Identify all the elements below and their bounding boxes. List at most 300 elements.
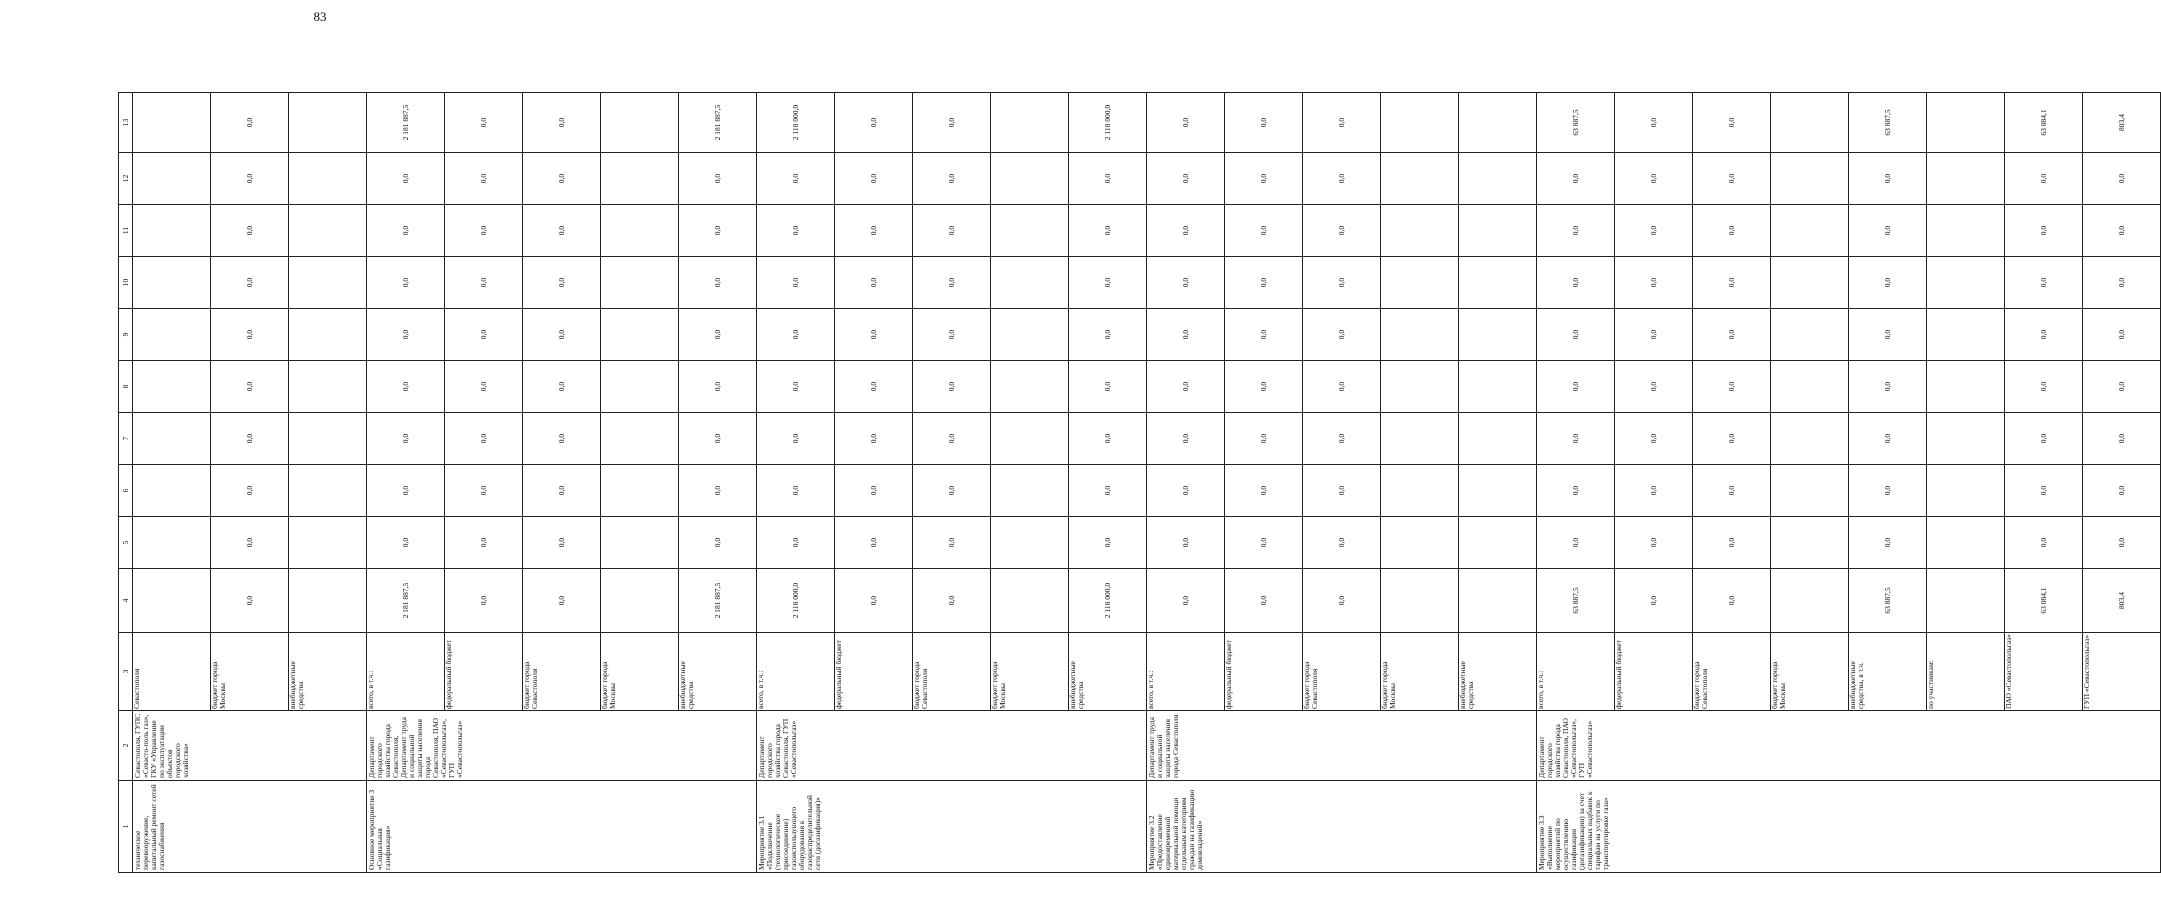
value-line: [289, 205, 366, 256]
value-line: [1927, 361, 2005, 412]
value-line: 0,0: [913, 205, 991, 256]
value-line: [1771, 257, 1849, 308]
value-line: [1927, 465, 2005, 516]
executor-cell: Департамент городского хозяйства города Севастополя, ПАО «Севастопольгаз», ГУП «Севастопольгаз»: [1537, 711, 2161, 781]
value-cell: [1537, 153, 2161, 205]
value-line: 0,0: [1693, 361, 1771, 412]
value-line: 0,0: [713, 225, 722, 236]
value-line: 0,0: [1615, 93, 1693, 152]
value-line: 0,0: [1147, 309, 1225, 360]
value-line: [1771, 153, 1849, 204]
column-header: 9: [119, 309, 133, 361]
value-cell: [757, 309, 1147, 361]
value-cell: [133, 309, 367, 361]
value-cell: [757, 257, 1147, 309]
source-label: всего, в т.ч.:: [757, 633, 835, 710]
value-line: 0,0: [1537, 257, 1615, 308]
value-cell: [1147, 153, 1537, 205]
value-line: 0,0: [1103, 485, 1112, 496]
value-line: 0,0: [1103, 329, 1112, 340]
value-line: 63 887,5: [1537, 569, 1615, 632]
source-label: бюджет города Севастополя: [523, 633, 601, 710]
value-line: 0,0: [1103, 225, 1112, 236]
value-line: 0,0: [835, 569, 913, 632]
value-line: [133, 361, 211, 412]
value-line: 0,0: [1303, 569, 1381, 632]
value-line: 803,4: [2117, 114, 2126, 131]
value-line: [1459, 257, 1536, 308]
value-line: 0,0: [211, 93, 289, 152]
column-header: 2: [119, 711, 133, 781]
value-cell: [133, 361, 367, 413]
value-line: 0,0: [1693, 465, 1771, 516]
value-line: 0,0: [2117, 485, 2126, 496]
value-line: 0,0: [1849, 205, 1927, 256]
value-line: 0,0: [913, 361, 991, 412]
value-line: [991, 413, 1069, 464]
value-cell: [133, 93, 367, 153]
value-line: 0,0: [445, 413, 523, 464]
measure-name-cell: Основное мероприятие 3 «Социальная газификация»: [367, 781, 757, 873]
table-row: [133, 93, 367, 873]
measure-name-cell: Мероприятие 3.3 «Выполнение мероприятий по осуществлению газификации (догазификации) за счет специальных надбавок к тарифам на услуги по транспортировке газа»: [1537, 781, 2161, 873]
value-line: 0,0: [1103, 381, 1112, 392]
value-line: 0,0: [913, 465, 991, 516]
value-cell: [367, 361, 757, 413]
value-line: [1459, 153, 1536, 204]
value-line: 0,0: [1537, 153, 1615, 204]
source-cell: [1147, 633, 1537, 711]
column-header: 10: [119, 257, 133, 309]
value-cell: [757, 153, 1147, 205]
value-line: 0,0: [1615, 465, 1693, 516]
value-line: [289, 153, 366, 204]
value-line: 0,0: [1615, 517, 1693, 568]
value-line: [1381, 569, 1459, 632]
value-line: 0,0: [2117, 225, 2126, 236]
value-line: 0,0: [445, 517, 523, 568]
value-line: 2 118 000,0: [1103, 104, 1112, 141]
value-line: [1459, 93, 1536, 152]
value-cell: [1537, 309, 2161, 361]
source-label: внебюджетные средства: [288, 661, 305, 709]
value-cell: [367, 569, 757, 633]
value-line: 0,0: [835, 93, 913, 152]
value-line: 0,0: [2117, 329, 2126, 340]
value-line: 0,0: [835, 309, 913, 360]
column-header: 5: [119, 517, 133, 569]
value-line: 0,0: [1303, 517, 1381, 568]
value-line: 0,0: [1225, 569, 1303, 632]
source-label: бюджет города Москвы: [211, 633, 289, 710]
column-header: 4: [119, 569, 133, 633]
value-line: 0,0: [211, 569, 289, 632]
value-line: 2 181 887,5: [367, 93, 445, 152]
value-line: 0,0: [1693, 205, 1771, 256]
source-label: внебюджетные средства: [678, 661, 695, 709]
value-line: 0,0: [1147, 465, 1225, 516]
value-line: 0,0: [835, 153, 913, 204]
value-line: 0,0: [523, 257, 601, 308]
value-line: 0,0: [757, 309, 835, 360]
value-line: 0,0: [757, 153, 835, 204]
value-cell: [1147, 413, 1537, 465]
value-line: 0,0: [757, 361, 835, 412]
source-label: внебюджетные средства, в т.ч.: [1849, 633, 1927, 710]
source-label: всего, в т.ч.:: [1537, 633, 1615, 710]
value-line: 0,0: [1537, 517, 1615, 568]
value-cell: [757, 205, 1147, 257]
value-line: 2 181 887,5: [713, 582, 722, 619]
value-line: [991, 93, 1069, 152]
value-line: 63 887,5: [1849, 569, 1927, 632]
value-line: 0,0: [835, 465, 913, 516]
source-cell: [133, 633, 367, 711]
value-line: 0,0: [835, 205, 913, 256]
source-label: внебюджетные средства: [1458, 661, 1475, 709]
value-line: 0,0: [757, 205, 835, 256]
value-line: 0,0: [835, 413, 913, 464]
source-label: всего, в т.ч.:: [1147, 633, 1225, 710]
value-line: [133, 517, 211, 568]
value-line: 0,0: [445, 465, 523, 516]
value-line: 0,0: [1615, 153, 1693, 204]
value-line: [289, 93, 366, 152]
value-line: 0,0: [1693, 309, 1771, 360]
value-cell: [367, 205, 757, 257]
column-header: 11: [119, 205, 133, 257]
source-label: бюджет города Москвы: [1381, 633, 1459, 710]
value-line: [1459, 309, 1536, 360]
value-cell: [1537, 361, 2161, 413]
value-line: 0,0: [835, 517, 913, 568]
value-line: [1381, 153, 1459, 204]
value-cell: [1147, 465, 1537, 517]
table-row: [1147, 93, 1537, 873]
value-line: 0,0: [1147, 517, 1225, 568]
value-line: 0,0: [757, 465, 835, 516]
value-line: 0,0: [757, 257, 835, 308]
value-line: 0,0: [713, 485, 722, 496]
value-line: [1381, 257, 1459, 308]
source-label: бюджет города Севастополя: [1303, 633, 1381, 710]
value-line: 0,0: [523, 205, 601, 256]
executor-cell: Департамент труда и социальной защиты населения города Севастополя: [1147, 711, 1537, 781]
value-line: 0,0: [1693, 569, 1771, 632]
value-line: [601, 569, 679, 632]
table-row: [1537, 93, 2161, 873]
value-line: 0,0: [2117, 277, 2126, 288]
value-line: [133, 153, 211, 204]
value-line: [991, 569, 1069, 632]
value-line: [1459, 569, 1536, 632]
value-line: [601, 205, 679, 256]
value-cell: [133, 205, 367, 257]
value-line: [1459, 517, 1536, 568]
value-line: 0,0: [1849, 257, 1927, 308]
value-line: 0,0: [523, 361, 601, 412]
value-line: [601, 153, 679, 204]
column-header: 13: [119, 93, 133, 153]
value-line: 0,0: [211, 413, 289, 464]
value-line: 0,0: [1537, 205, 1615, 256]
source-label: бюджет города Севастополя: [913, 633, 991, 710]
measure-name-cell: Мероприятие 3.1 «Подключение (технологическое присоединение) газоиспользующего оборудования к газораспределительной сети (догазификация)»: [757, 781, 1147, 873]
value-line: [991, 309, 1069, 360]
value-line: 0,0: [2005, 309, 2083, 360]
value-line: 0,0: [445, 569, 523, 632]
value-cell: [367, 465, 757, 517]
table-row: [367, 93, 757, 873]
value-cell: [1147, 93, 1537, 153]
value-line: [1927, 517, 2005, 568]
value-line: 0,0: [1225, 309, 1303, 360]
source-cell: [367, 633, 757, 711]
value-line: 63 084,1: [2005, 93, 2083, 152]
value-cell: [1537, 569, 2161, 633]
value-line: 0,0: [211, 309, 289, 360]
value-cell: [367, 153, 757, 205]
value-line: [991, 257, 1069, 308]
value-line: 0,0: [445, 361, 523, 412]
value-line: 0,0: [211, 257, 289, 308]
value-line: 0,0: [1147, 257, 1225, 308]
executor-cell: Департамент городского хозяйства города Севастополя, Департамент труда и социальной защиты населения города Севастополя, ПАО «Севастопольгаз», ГУП «Севастопольгаз»: [367, 711, 757, 781]
value-cell: [1537, 257, 2161, 309]
value-line: 0,0: [211, 361, 289, 412]
value-line: 0,0: [713, 329, 722, 340]
value-line: [991, 517, 1069, 568]
value-line: 0,0: [1615, 309, 1693, 360]
value-line: [601, 517, 679, 568]
value-line: 0,0: [2005, 205, 2083, 256]
value-line: 2 181 887,5: [713, 104, 722, 141]
value-line: 0,0: [913, 517, 991, 568]
value-cell: [1147, 517, 1537, 569]
value-line: 0,0: [1693, 413, 1771, 464]
value-line: 0,0: [1849, 361, 1927, 412]
value-cell: [133, 153, 367, 205]
column-header: 12: [119, 153, 133, 205]
value-line: 0,0: [367, 413, 445, 464]
value-line: 0,0: [1303, 413, 1381, 464]
value-line: [133, 413, 211, 464]
value-cell: [757, 465, 1147, 517]
source-label: бюджет города Москвы: [1771, 633, 1849, 710]
value-cell: [367, 413, 757, 465]
executor-cell: Департамент городского хозяйства города Севастополя, ГУП «Севастопольгаз»: [757, 711, 1147, 781]
value-line: [1459, 413, 1536, 464]
value-line: 0,0: [1849, 413, 1927, 464]
value-line: 0,0: [1147, 93, 1225, 152]
value-line: 63 887,5: [1537, 93, 1615, 152]
value-line: 0,0: [1537, 465, 1615, 516]
value-line: [601, 361, 679, 412]
value-line: [1771, 361, 1849, 412]
value-line: 0,0: [2005, 361, 2083, 412]
value-line: 0,0: [2005, 257, 2083, 308]
value-cell: [757, 413, 1147, 465]
value-line: [133, 257, 211, 308]
value-line: [1459, 465, 1536, 516]
value-line: 0,0: [1693, 517, 1771, 568]
value-line: [1927, 309, 2005, 360]
value-line: 0,0: [445, 93, 523, 152]
value-line: 0,0: [1693, 257, 1771, 308]
value-line: 0,0: [523, 309, 601, 360]
value-line: 2 181 887,5: [367, 569, 445, 632]
value-line: 0,0: [211, 205, 289, 256]
value-line: 0,0: [367, 465, 445, 516]
value-line: 0,0: [1147, 153, 1225, 204]
value-cell: [1147, 569, 1537, 633]
column-header: 6: [119, 465, 133, 517]
value-line: 0,0: [713, 173, 722, 184]
source-label: ПАО «Севастопольгаз»: [2005, 633, 2083, 710]
value-line: 0,0: [1849, 309, 1927, 360]
value-line: 0,0: [1225, 205, 1303, 256]
value-line: 0,0: [523, 93, 601, 152]
column-header: 8: [119, 361, 133, 413]
value-cell: [1147, 257, 1537, 309]
value-line: [289, 517, 366, 568]
rotated-table-container: [118, 93, 2126, 873]
value-line: 0,0: [1303, 205, 1381, 256]
value-cell: [133, 569, 367, 633]
value-line: 0,0: [1537, 413, 1615, 464]
value-line: 0,0: [367, 257, 445, 308]
value-line: 0,0: [913, 153, 991, 204]
value-line: [1927, 93, 2005, 152]
value-line: 0,0: [913, 413, 991, 464]
measure-name-cell: Мероприятие 3.2 «Предоставление единовременной материальной помощи отдельным категориям граждан на газификацию домовладений»: [1147, 781, 1537, 873]
value-line: [289, 257, 366, 308]
value-line: [1381, 517, 1459, 568]
value-line: 0,0: [1147, 205, 1225, 256]
value-line: [601, 465, 679, 516]
value-line: 0,0: [1303, 257, 1381, 308]
value-line: 0,0: [523, 569, 601, 632]
value-line: 0,0: [523, 465, 601, 516]
page-number: 83: [313, 9, 327, 24]
source-cell: [1537, 633, 2161, 711]
value-cell: [133, 413, 367, 465]
value-line: 0,0: [913, 257, 991, 308]
value-line: 0,0: [913, 309, 991, 360]
value-line: 0,0: [211, 465, 289, 516]
value-cell: [757, 93, 1147, 153]
value-line: 0,0: [1693, 93, 1771, 152]
value-line: 0,0: [523, 517, 601, 568]
value-line: 0,0: [1303, 93, 1381, 152]
value-cell: [367, 257, 757, 309]
value-line: 0,0: [1103, 433, 1112, 444]
value-cell: [367, 93, 757, 153]
value-line: 0,0: [445, 205, 523, 256]
value-line: 0,0: [1537, 361, 1615, 412]
value-line: 0,0: [1225, 153, 1303, 204]
value-line: [1381, 205, 1459, 256]
value-line: 0,0: [523, 153, 601, 204]
source-label: ГУП «Севастопольгаз»: [2082, 634, 2091, 709]
value-cell: [1147, 361, 1537, 413]
value-line: 0,0: [2117, 537, 2126, 548]
value-line: 0,0: [367, 517, 445, 568]
value-line: 0,0: [1225, 517, 1303, 568]
measure-name-cell: техническое перевооружение, капитальный ремонт сетей газоснабжения: [133, 781, 367, 873]
value-line: [1381, 309, 1459, 360]
value-line: [289, 309, 366, 360]
value-line: 0,0: [1849, 153, 1927, 204]
value-line: 0,0: [2005, 413, 2083, 464]
value-line: 0,0: [713, 537, 722, 548]
value-line: 803,4: [2117, 592, 2126, 609]
value-line: 0,0: [1303, 153, 1381, 204]
value-line: [1459, 205, 1536, 256]
value-line: [133, 309, 211, 360]
value-line: [289, 413, 366, 464]
value-line: [1381, 361, 1459, 412]
value-line: [1927, 153, 2005, 204]
value-line: [289, 569, 366, 632]
value-line: [1381, 413, 1459, 464]
value-line: 0,0: [1225, 257, 1303, 308]
value-line: 0,0: [1147, 569, 1225, 632]
value-line: 0,0: [1225, 93, 1303, 152]
column-header: 1: [119, 781, 133, 873]
value-line: 0,0: [757, 517, 835, 568]
value-line: 0,0: [1225, 361, 1303, 412]
source-label: по участникам:: [1927, 633, 2005, 710]
value-line: 0,0: [835, 361, 913, 412]
value-line: [133, 465, 211, 516]
value-line: [1381, 93, 1459, 152]
value-line: 63 084,1: [2005, 569, 2083, 632]
value-line: 0,0: [367, 361, 445, 412]
source-label: федеральный бюджет: [1225, 633, 1303, 710]
value-line: 0,0: [713, 433, 722, 444]
value-line: 0,0: [2117, 173, 2126, 184]
value-line: 0,0: [2117, 433, 2126, 444]
value-line: 0,0: [1693, 153, 1771, 204]
value-line: 0,0: [1615, 569, 1693, 632]
value-line: [1771, 465, 1849, 516]
value-line: [601, 413, 679, 464]
value-line: [991, 205, 1069, 256]
value-line: 0,0: [1303, 361, 1381, 412]
value-cell: [757, 361, 1147, 413]
value-line: 0,0: [367, 309, 445, 360]
value-line: 0,0: [1147, 413, 1225, 464]
value-line: 0,0: [1615, 205, 1693, 256]
value-line: 0,0: [913, 93, 991, 152]
value-cell: [133, 257, 367, 309]
value-cell: [1537, 517, 2161, 569]
value-line: 0,0: [1103, 537, 1112, 548]
value-line: 0,0: [1615, 257, 1693, 308]
value-cell: [133, 517, 367, 569]
value-line: [1771, 413, 1849, 464]
value-line: 0,0: [1103, 173, 1112, 184]
value-line: 0,0: [2005, 517, 2083, 568]
budget-table: [118, 92, 2161, 873]
value-line: [1771, 93, 1849, 152]
value-line: 0,0: [913, 569, 991, 632]
header-row: [119, 93, 133, 873]
value-cell: [1147, 205, 1537, 257]
value-line: [991, 361, 1069, 412]
value-line: [601, 93, 679, 152]
